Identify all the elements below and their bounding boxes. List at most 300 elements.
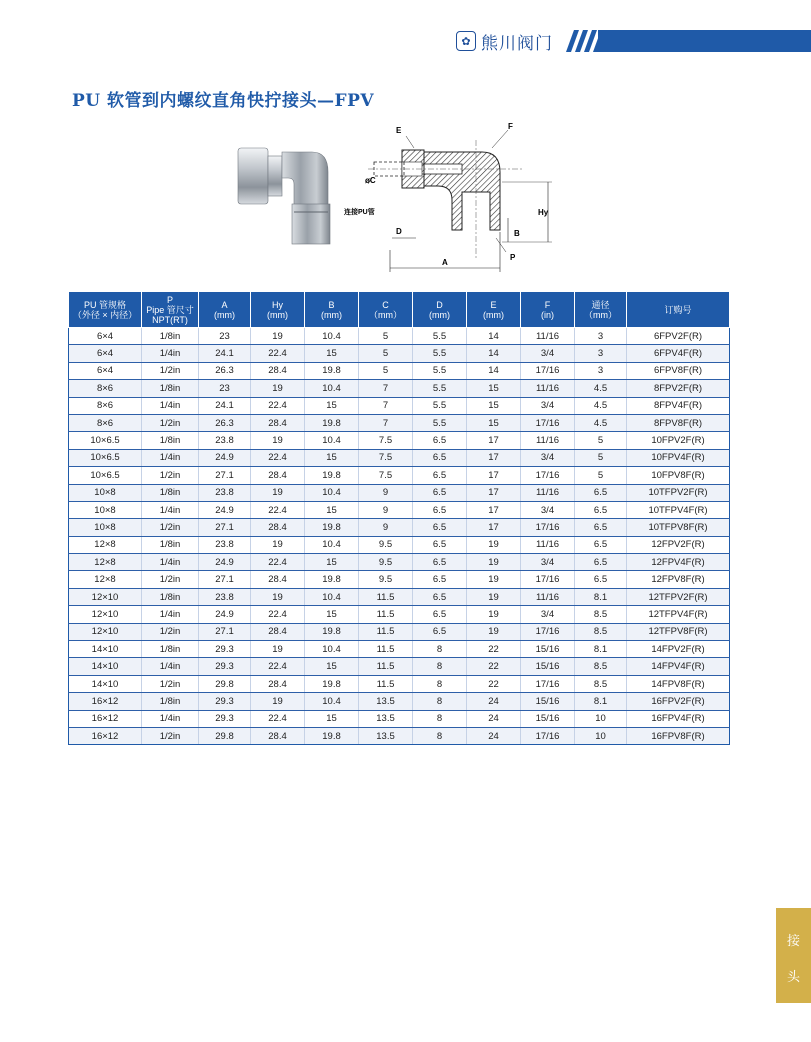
- table-cell: 8FPV4F(R): [627, 397, 730, 414]
- column-header-line: （mm）: [369, 309, 402, 320]
- table-cell: 5.5: [413, 328, 467, 345]
- table-cell: 6.5: [575, 571, 627, 588]
- table-row: [69, 536, 730, 553]
- table-cell: 10: [575, 727, 627, 744]
- table-cell: 7: [359, 380, 413, 397]
- label-d: D: [396, 227, 402, 236]
- table-cell: 7: [359, 414, 413, 431]
- column-header: [467, 292, 521, 328]
- table-cell: 1/8in: [142, 536, 199, 553]
- table-cell: 8×6: [69, 380, 142, 397]
- label-p: P: [510, 253, 516, 262]
- table-cell: 26.3: [199, 414, 251, 431]
- table-cell: 8.5: [575, 675, 627, 692]
- table-row: [69, 606, 730, 623]
- table-cell: 15: [305, 449, 359, 466]
- column-header-line: D: [436, 299, 443, 310]
- table-cell: 11.5: [359, 606, 413, 623]
- table-cell: 10TFPV8F(R): [627, 519, 730, 536]
- table-cell: 16×12: [69, 693, 142, 710]
- table-row: [69, 727, 730, 744]
- table-cell: 6.5: [413, 588, 467, 605]
- table-cell: 11/16: [521, 380, 575, 397]
- table-cell: 22: [467, 675, 521, 692]
- table-cell: 7.5: [359, 432, 413, 449]
- table-cell: 22.4: [251, 345, 305, 362]
- column-header: [627, 292, 730, 328]
- table-cell: 17/16: [521, 414, 575, 431]
- table-cell: 1/2in: [142, 467, 199, 484]
- table-cell: 11/16: [521, 484, 575, 501]
- table-cell: 6.5: [413, 606, 467, 623]
- table-cell: 10×6.5: [69, 449, 142, 466]
- table-cell: 1/8in: [142, 484, 199, 501]
- table-cell: 15: [305, 554, 359, 571]
- table-cell: 19: [251, 432, 305, 449]
- table-row: [69, 484, 730, 501]
- table-cell: 15: [305, 397, 359, 414]
- table-row: [69, 658, 730, 675]
- table-cell: 24: [467, 727, 521, 744]
- table-cell: 3/4: [521, 397, 575, 414]
- table-cell: 17/16: [521, 519, 575, 536]
- table-cell: 17: [467, 449, 521, 466]
- table-row: [69, 345, 730, 362]
- table-cell: 4.5: [575, 380, 627, 397]
- table-cell: 15: [467, 380, 521, 397]
- table-cell: 10×8: [69, 519, 142, 536]
- brand-header: [456, 30, 553, 52]
- table-cell: 6.5: [575, 554, 627, 571]
- table-row: [69, 467, 730, 484]
- table-cell: 9.5: [359, 536, 413, 553]
- table-cell: 1/4in: [142, 554, 199, 571]
- table-cell: 23.8: [199, 588, 251, 605]
- dimension-drawing: [332, 120, 562, 276]
- side-tab: [776, 908, 811, 1003]
- table-cell: 10.4: [305, 432, 359, 449]
- table-cell: 19.8: [305, 362, 359, 379]
- table-cell: 28.4: [251, 727, 305, 744]
- table-cell: 8FPV2F(R): [627, 380, 730, 397]
- column-header-line: （外径 × 内径）: [72, 309, 138, 320]
- table-cell: 1/2in: [142, 362, 199, 379]
- table-cell: 8: [413, 658, 467, 675]
- table-cell: 1/8in: [142, 380, 199, 397]
- table-row: [69, 501, 730, 518]
- label-a: A: [442, 258, 448, 267]
- table-cell: 11.5: [359, 641, 413, 658]
- table-cell: 24.9: [199, 606, 251, 623]
- table-cell: 22.4: [251, 658, 305, 675]
- table-cell: 10.4: [305, 641, 359, 658]
- table-row: [69, 554, 730, 571]
- table-cell: 22: [467, 658, 521, 675]
- table-cell: 12TFPV4F(R): [627, 606, 730, 623]
- label-hose: 连接PU管: [344, 209, 375, 216]
- table-cell: 28.4: [251, 675, 305, 692]
- table-cell: 27.1: [199, 623, 251, 640]
- column-header: [142, 292, 199, 328]
- column-header-line: （mm）: [584, 309, 617, 320]
- table-cell: 19: [251, 484, 305, 501]
- column-header-line: Hy: [272, 299, 283, 310]
- table-cell: 12×8: [69, 536, 142, 553]
- table-cell: 9: [359, 501, 413, 518]
- table-cell: 28.4: [251, 571, 305, 588]
- column-header-line: (mm): [483, 309, 504, 320]
- column-header: [575, 292, 627, 328]
- column-header-line: (mm): [429, 309, 450, 320]
- table-cell: 12FPV8F(R): [627, 571, 730, 588]
- table-cell: 6FPV8F(R): [627, 362, 730, 379]
- table-cell: 15/16: [521, 658, 575, 675]
- table-cell: 17: [467, 484, 521, 501]
- table-cell: 10TFPV2F(R): [627, 484, 730, 501]
- table-cell: 29.3: [199, 641, 251, 658]
- label-f: F: [508, 122, 513, 131]
- table-cell: 14FPV2F(R): [627, 641, 730, 658]
- table-cell: 10: [575, 710, 627, 727]
- table-cell: 5: [575, 467, 627, 484]
- table-cell: 23.8: [199, 536, 251, 553]
- label-c: øC: [365, 176, 376, 185]
- table-cell: 23: [199, 380, 251, 397]
- table-cell: 10FPV8F(R): [627, 467, 730, 484]
- table-cell: 17/16: [521, 623, 575, 640]
- table-cell: 17/16: [521, 467, 575, 484]
- table-cell: 1/2in: [142, 727, 199, 744]
- table-cell: 11.5: [359, 675, 413, 692]
- table-cell: 19.8: [305, 623, 359, 640]
- table-cell: 22.4: [251, 606, 305, 623]
- table-cell: 8.5: [575, 623, 627, 640]
- table-cell: 11/16: [521, 328, 575, 345]
- table-cell: 6×4: [69, 345, 142, 362]
- table-cell: 19: [467, 623, 521, 640]
- table-cell: 16×12: [69, 727, 142, 744]
- table-cell: 22.4: [251, 397, 305, 414]
- column-header-line: A: [221, 299, 228, 310]
- brand-name: 熊川阀门: [481, 33, 553, 54]
- table-cell: 19: [251, 536, 305, 553]
- label-e: E: [396, 126, 402, 135]
- table-cell: 10.4: [305, 380, 359, 397]
- table-cell: 24.9: [199, 554, 251, 571]
- table-cell: 15: [467, 414, 521, 431]
- table-cell: 3/4: [521, 606, 575, 623]
- table-cell: 29.3: [199, 693, 251, 710]
- table-cell: 8: [413, 693, 467, 710]
- table-cell: 22.4: [251, 449, 305, 466]
- table-cell: 14FPV8F(R): [627, 675, 730, 692]
- table-cell: 19.8: [305, 467, 359, 484]
- side-tab-char-1: 接: [786, 934, 800, 949]
- spec-table: [68, 291, 730, 745]
- table-cell: 22.4: [251, 710, 305, 727]
- table-cell: 10×8: [69, 484, 142, 501]
- column-header-line: E: [490, 299, 497, 310]
- table-cell: 22.4: [251, 554, 305, 571]
- column-header-line: F: [544, 299, 551, 310]
- table-cell: 1/4in: [142, 501, 199, 518]
- table-cell: 9: [359, 484, 413, 501]
- table-cell: 17/16: [521, 571, 575, 588]
- table-cell: 19: [467, 588, 521, 605]
- table-cell: 19: [251, 588, 305, 605]
- table-cell: 15: [305, 501, 359, 518]
- table-cell: 12TFPV8F(R): [627, 623, 730, 640]
- table-cell: 17/16: [521, 727, 575, 744]
- table-cell: 17: [467, 501, 521, 518]
- table-cell: 24.1: [199, 345, 251, 362]
- table-cell: 11.5: [359, 588, 413, 605]
- table-cell: 3/4: [521, 345, 575, 362]
- table-cell: 19: [251, 693, 305, 710]
- table-cell: 1/2in: [142, 571, 199, 588]
- table-cell: 13.5: [359, 710, 413, 727]
- table-cell: 12×10: [69, 588, 142, 605]
- table-row: [69, 449, 730, 466]
- table-cell: 5.5: [413, 345, 467, 362]
- table-cell: 5.5: [413, 362, 467, 379]
- table-cell: 14: [467, 328, 521, 345]
- table-cell: 1/2in: [142, 414, 199, 431]
- table-row: [69, 641, 730, 658]
- table-cell: 6.5: [413, 519, 467, 536]
- table-cell: 6.5: [413, 484, 467, 501]
- table-cell: 10.4: [305, 588, 359, 605]
- table-cell: 14: [467, 345, 521, 362]
- table-cell: 12×8: [69, 554, 142, 571]
- table-row: [69, 571, 730, 588]
- column-header-line: (in): [541, 309, 554, 320]
- table-cell: 8.5: [575, 606, 627, 623]
- table-row: [69, 328, 730, 345]
- table-cell: 10TFPV4F(R): [627, 501, 730, 518]
- table-cell: 3: [575, 362, 627, 379]
- table-cell: 8×6: [69, 414, 142, 431]
- table-row: [69, 693, 730, 710]
- column-header-line: C: [382, 299, 389, 310]
- table-cell: 19.8: [305, 675, 359, 692]
- table-cell: 5.5: [413, 414, 467, 431]
- table-row: [69, 414, 730, 431]
- table-cell: 16FPV4F(R): [627, 710, 730, 727]
- table-cell: 1/2in: [142, 675, 199, 692]
- table-cell: 3: [575, 345, 627, 362]
- table-cell: 11.5: [359, 623, 413, 640]
- column-header-line: Pipe 管尺寸: [146, 304, 194, 315]
- table-cell: 1/8in: [142, 328, 199, 345]
- table-cell: 17: [467, 519, 521, 536]
- table-cell: 6.5: [413, 501, 467, 518]
- table-cell: 5.5: [413, 380, 467, 397]
- table-cell: 22.4: [251, 501, 305, 518]
- column-header-line: B: [328, 299, 335, 310]
- table-cell: 28.4: [251, 467, 305, 484]
- table-cell: 1/8in: [142, 588, 199, 605]
- page-title: PU 软管到内螺纹直角快拧接头—FPV: [72, 91, 375, 111]
- table-cell: 1/2in: [142, 623, 199, 640]
- table-cell: 5: [575, 432, 627, 449]
- table-cell: 19: [467, 571, 521, 588]
- table-header-row: [69, 292, 730, 328]
- column-header-line: (mm): [267, 309, 288, 320]
- table-cell: 6.5: [413, 432, 467, 449]
- table-row: [69, 380, 730, 397]
- table-cell: 10.4: [305, 484, 359, 501]
- table-cell: 28.4: [251, 519, 305, 536]
- table-cell: 6×4: [69, 328, 142, 345]
- column-header-line: 订购号: [664, 304, 692, 315]
- table-cell: 17: [467, 432, 521, 449]
- table-cell: 14: [467, 362, 521, 379]
- table-cell: 1/2in: [142, 519, 199, 536]
- table-cell: 15/16: [521, 693, 575, 710]
- table-cell: 19: [251, 641, 305, 658]
- column-header: [521, 292, 575, 328]
- table-row: [69, 675, 730, 692]
- table-cell: 11.5: [359, 658, 413, 675]
- table-cell: 26.3: [199, 362, 251, 379]
- table-cell: 28.4: [251, 623, 305, 640]
- table-cell: 14×10: [69, 641, 142, 658]
- table-cell: 23: [199, 328, 251, 345]
- table-cell: 24.9: [199, 501, 251, 518]
- table-cell: 1/4in: [142, 710, 199, 727]
- table-cell: 29.3: [199, 658, 251, 675]
- table-cell: 8FPV8F(R): [627, 414, 730, 431]
- table-cell: 13.5: [359, 727, 413, 744]
- table-cell: 12×8: [69, 571, 142, 588]
- brand-bar: [598, 30, 811, 52]
- column-header: [359, 292, 413, 328]
- table-cell: 27.1: [199, 467, 251, 484]
- table-cell: 7: [359, 397, 413, 414]
- table-cell: 17: [467, 467, 521, 484]
- table-cell: 12FPV4F(R): [627, 554, 730, 571]
- table-cell: 19: [467, 606, 521, 623]
- table-cell: 10FPV2F(R): [627, 432, 730, 449]
- table-row: [69, 432, 730, 449]
- column-header-line: (mm): [214, 309, 235, 320]
- table-row: [69, 519, 730, 536]
- table-cell: 8: [413, 675, 467, 692]
- table-cell: 10FPV4F(R): [627, 449, 730, 466]
- table-cell: 6.5: [575, 501, 627, 518]
- table-cell: 11/16: [521, 432, 575, 449]
- table-cell: 6.5: [413, 554, 467, 571]
- table-cell: 5: [359, 362, 413, 379]
- table-cell: 5: [359, 345, 413, 362]
- table-cell: 23.8: [199, 484, 251, 501]
- table-cell: 6.5: [575, 519, 627, 536]
- table-cell: 24.9: [199, 449, 251, 466]
- table-cell: 10.4: [305, 693, 359, 710]
- table-cell: 7.5: [359, 467, 413, 484]
- table-cell: 16FPV8F(R): [627, 727, 730, 744]
- table-cell: 19: [467, 536, 521, 553]
- table-cell: 24.1: [199, 397, 251, 414]
- table-cell: 4.5: [575, 397, 627, 414]
- product-photo: [232, 142, 332, 248]
- table-cell: 14FPV4F(R): [627, 658, 730, 675]
- table-cell: 15: [305, 658, 359, 675]
- table-cell: 19.8: [305, 571, 359, 588]
- table-cell: 28.4: [251, 362, 305, 379]
- column-header-line: P: [166, 294, 173, 305]
- table-cell: 6FPV4F(R): [627, 345, 730, 362]
- table-cell: 15: [305, 345, 359, 362]
- table-cell: 19.8: [305, 414, 359, 431]
- table-cell: 10×6.5: [69, 432, 142, 449]
- table-cell: 24: [467, 710, 521, 727]
- table-cell: 13.5: [359, 693, 413, 710]
- table-cell: 10.4: [305, 328, 359, 345]
- table-cell: 6.5: [413, 623, 467, 640]
- table-cell: 8: [413, 710, 467, 727]
- table-cell: 12TFPV2F(R): [627, 588, 730, 605]
- table-cell: 19.8: [305, 519, 359, 536]
- table-cell: 10.4: [305, 536, 359, 553]
- table-cell: 1/4in: [142, 345, 199, 362]
- label-b: B: [514, 229, 520, 238]
- label-hy: Hy: [538, 208, 549, 217]
- column-header-line: 通径: [591, 299, 610, 310]
- brand-logo-icon: ✿: [456, 31, 476, 51]
- table-cell: 6.5: [413, 536, 467, 553]
- table-row: [69, 588, 730, 605]
- table-cell: 19: [251, 328, 305, 345]
- table-body: [69, 328, 730, 745]
- table-cell: 7.5: [359, 449, 413, 466]
- table-cell: 22: [467, 641, 521, 658]
- table-cell: 1/8in: [142, 432, 199, 449]
- table-cell: 15: [305, 606, 359, 623]
- column-header: [69, 292, 142, 328]
- table-cell: 8.1: [575, 641, 627, 658]
- table-cell: 8.5: [575, 658, 627, 675]
- table-cell: 16FPV2F(R): [627, 693, 730, 710]
- table-cell: 3: [575, 328, 627, 345]
- column-header: [413, 292, 467, 328]
- table-row: [69, 623, 730, 640]
- table-cell: 19: [467, 554, 521, 571]
- table-cell: 12×10: [69, 623, 142, 640]
- table-cell: 29.3: [199, 710, 251, 727]
- table-cell: 19: [251, 380, 305, 397]
- table-cell: 8.1: [575, 693, 627, 710]
- table-cell: 6.5: [413, 449, 467, 466]
- table-cell: 29.8: [199, 675, 251, 692]
- table-cell: 5: [575, 449, 627, 466]
- table-cell: 5.5: [413, 397, 467, 414]
- table-cell: 24: [467, 693, 521, 710]
- table-cell: 9.5: [359, 554, 413, 571]
- table-cell: 23.8: [199, 432, 251, 449]
- table-cell: 16×12: [69, 710, 142, 727]
- table-cell: 6.5: [413, 571, 467, 588]
- table-cell: 17/16: [521, 675, 575, 692]
- table-cell: 27.1: [199, 571, 251, 588]
- table-cell: 4.5: [575, 414, 627, 431]
- table-cell: 14×10: [69, 658, 142, 675]
- table-cell: 1/4in: [142, 449, 199, 466]
- column-header: [199, 292, 251, 328]
- table-cell: 5: [359, 328, 413, 345]
- table-cell: 6FPV2F(R): [627, 328, 730, 345]
